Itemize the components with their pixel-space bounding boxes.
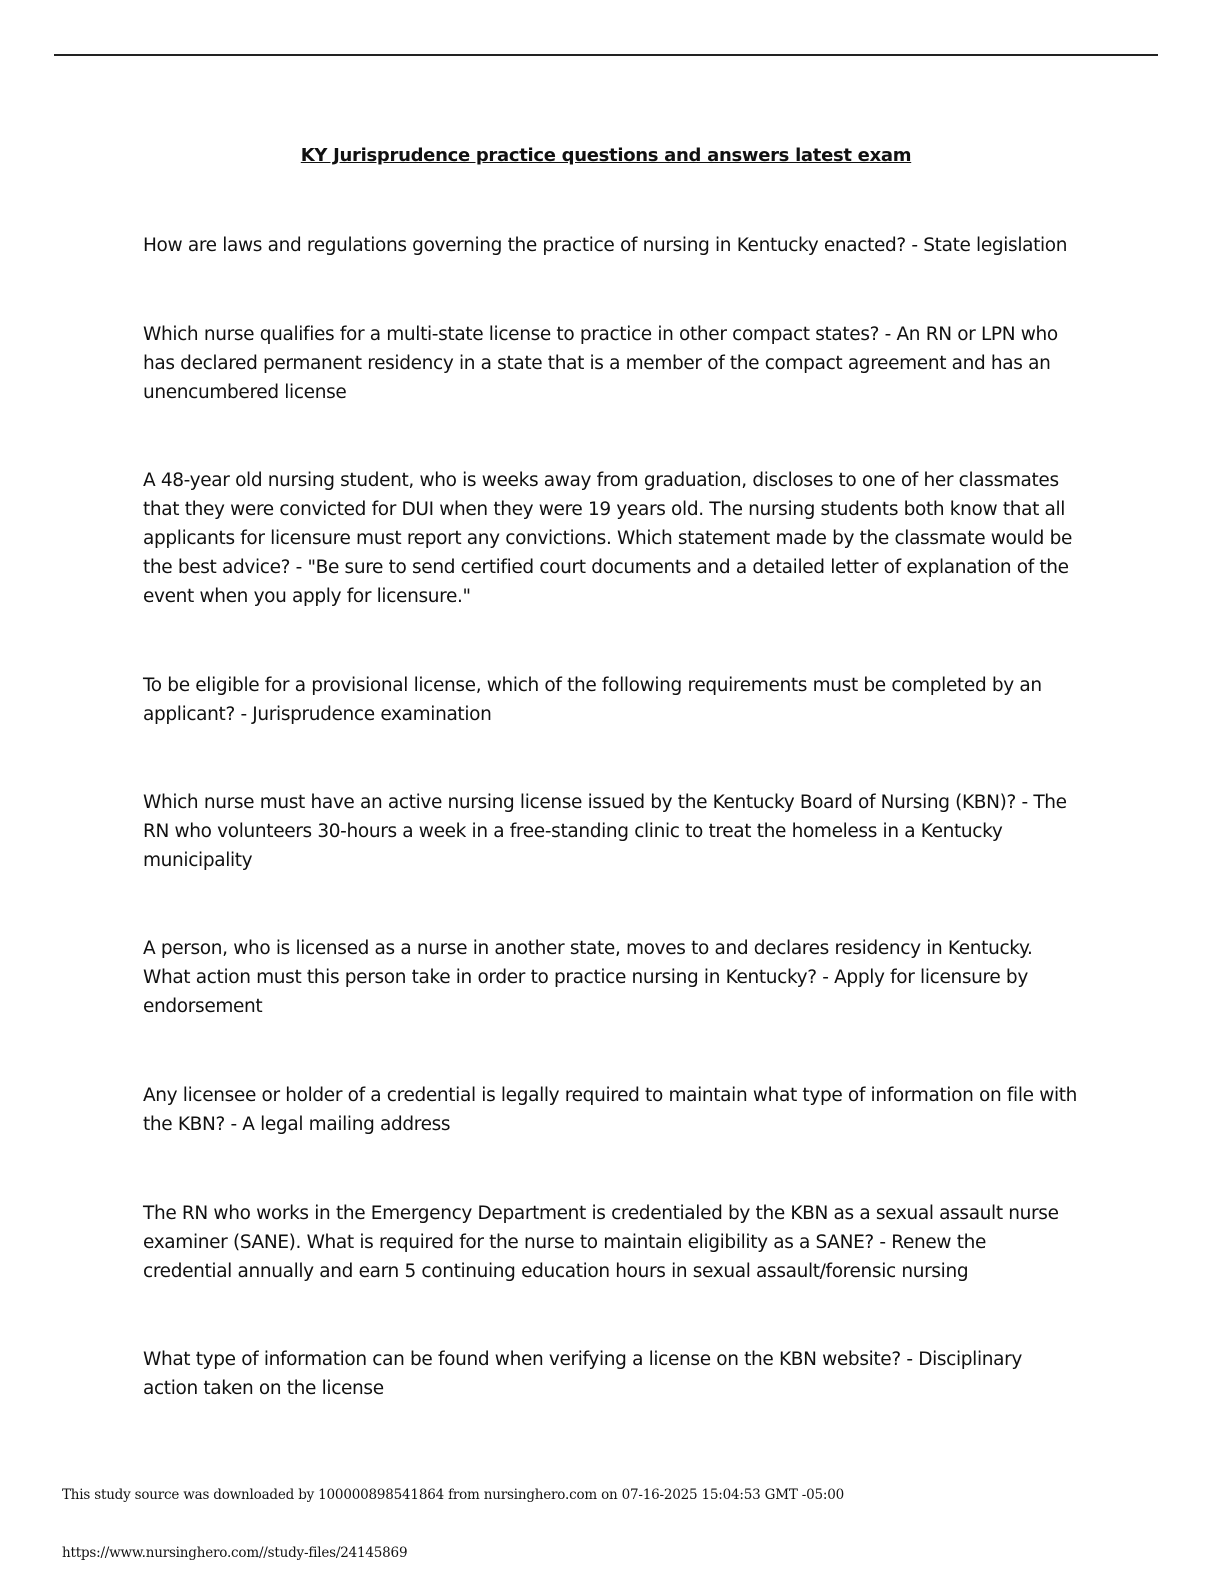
- download-notice: This study source was downloaded by 100000898541864 from nursinghero.com on 07-16-2025 15:04:53 GMT -05:00: [62, 1487, 845, 1503]
- qa-item-2: Which nurse qualifies for a multi-state license to practice in other compact states? - An RN or LPN who has declared permanent residency in a state that is a member of the compact agreement and has an unencumbered license: [143, 324, 1058, 403]
- qa-item-4: To be eligible for a provisional license, which of the following requirements must be completed by an applicant? - Jurisprudence examination: [143, 675, 1042, 725]
- qa-item-7: Any licensee or holder of a credential is legally required to maintain what type of information on file with the KBN? - A legal mailing address: [143, 1085, 1078, 1135]
- qa-item-6: A person, who is licensed as a nurse in another state, moves to and declares residency in Kentucky. What action must this person take in order to practice nursing in Kentucky? - Apply for licensure by endorsement: [143, 938, 1033, 1017]
- document-title: KY Jurisprudence practice questions and answers latest exam: [300, 145, 912, 166]
- top-divider: [54, 54, 1158, 56]
- qa-item-5: Which nurse must have an active nursing license issued by the Kentucky Board of Nursing (KBN)? - The RN who volunteers 30-hours a week in a free-standing clinic to treat the homeless in a Kentucky municipality: [143, 792, 1067, 871]
- qa-item-1: How are laws and regulations governing the practice of nursing in Kentucky enacted? - State legislation: [143, 235, 1068, 256]
- qa-item-3: A 48-year old nursing student, who is weeks away from graduation, discloses to one of her classmates that they were convicted for DUI when they were 19 years old. The nursing students both know that all applicants for licensure must report any convictions. Which statement made by the classmate would be the best advice? - "Be sure to send certified court documents and a detailed letter of explanation of the event when you apply for licensure.": [143, 470, 1073, 607]
- qa-item-8: The RN who works in the Emergency Department is credentialed by the KBN as a sexual assault nurse examiner (SANE). What is required for the nurse to maintain eligibility as a SANE? - Renew the credential annually and earn 5 continuing education hours in sexual assault/forensic nursing: [143, 1203, 1059, 1282]
- source-url-link[interactable]: https://www.nursinghero.com//study-files/24145869: [62, 1545, 408, 1561]
- qa-item-9: What type of information can be found when verifying a license on the KBN website? - Disciplinary action taken on the license: [143, 1349, 1022, 1399]
